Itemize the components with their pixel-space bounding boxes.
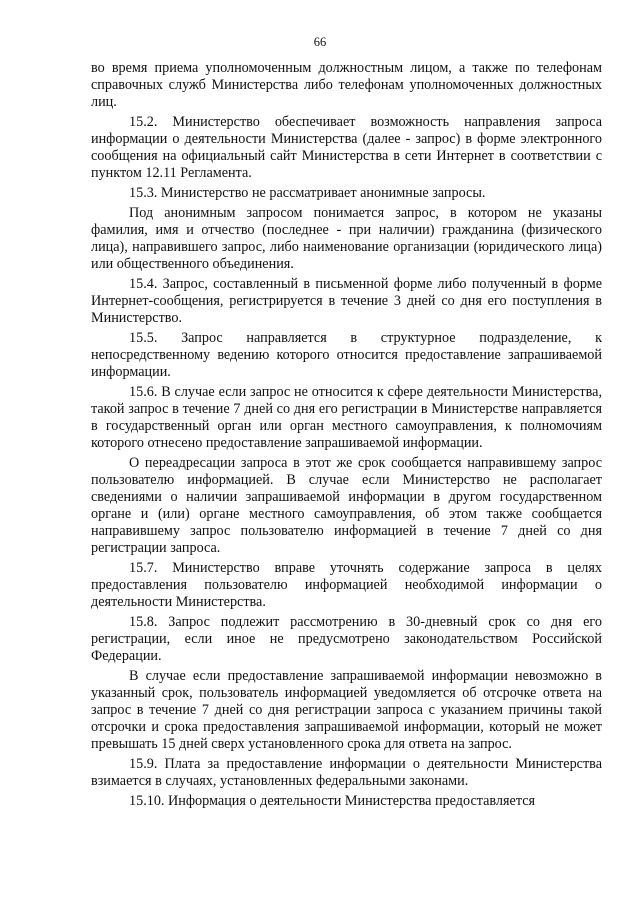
paragraph-15-6: 15.6. В случае если запрос не относится к сфере деятельности Министерства, такой запрос в течение 7 дней со дня его регистрации в Министерстве направляется в государственный орган или орган местного самоуправления, к полномочиям которого отнесено предоставление запрашиваемой информации.	[91, 384, 602, 451]
paragraph-15-4: 15.4. Запрос, составленный в письменной форме либо полученный в форме Интернет-сообщения, регистрируется в течение 3 дней со дня его поступления в Министерство.	[91, 276, 602, 326]
paragraph-deferral: В случае если предоставление запрашиваемой информации невозможно в указанный срок, пользователь информацией уведомляется об отсрочке ответа на запрос в течение 7 дней со дня регистрации запроса с указанием причины такой отсрочки и срока предоставления запрашиваемой информации, который не может превышать 15 дней сверх установленного срока для ответа на запрос.	[91, 668, 602, 752]
page-number: 66	[313, 35, 327, 49]
paragraph-redirect-notice: О переадресации запроса в этот же срок сообщается направившему запрос пользователю информацией. В случае если Министерство не располагает сведениями о наличии запрашиваемой информации в другом государственном органе и (или) органе местного самоуправления, об этом также сообщается направившему запрос пользователю информацией в течение 7 дней со дня регистрации запроса.	[91, 455, 602, 556]
paragraph-continuation: во время приема уполномоченным должностным лицом, а также по телефонам справочных служб Министерства либо телефонам уполномоченных должностных лиц.	[91, 60, 602, 110]
paragraph-15-10: 15.10. Информация о деятельности Министерства предоставляется	[129, 793, 536, 809]
paragraph-15-5: 15.5. Запрос направляется в структурное подразделение, к непосредственному ведению которого относится предоставление запрашиваемой информации.	[91, 330, 602, 380]
paragraph-15-7: 15.7. Министерство вправе уточнять содержание запроса в целях предоставления пользователю информацией необходимой информации о деятельности Министерства.	[91, 560, 602, 610]
document-body	[91, 60, 602, 813]
paragraph-15-2: 15.2. Министерство обеспечивает возможность направления запроса информации о деятельности Министерства (далее - запрос) в форме электронного сообщения на официальный сайт Министерства в сети Интернет в соответствии с пунктом 12.11 Регламента.	[91, 114, 602, 181]
paragraph-anonymous-definition: Под анонимным запросом понимается запрос, в котором не указаны фамилия, имя и отчество (последнее - при наличии) гражданина (физического лица), направившего запрос, либо наименование организации (юридического лица) или общественного объединения.	[91, 205, 602, 272]
paragraph-15-8: 15.8. Запрос подлежит рассмотрению в 30-дневный срок со дня его регистрации, если иное не предусмотрено законодательством Российской Федерации.	[91, 614, 602, 664]
paragraph-15-3: 15.3. Министерство не рассматривает анонимные запросы.	[129, 185, 486, 201]
paragraph-15-9: 15.9. Плата за предоставление информации о деятельности Министерства взимается в случаях, установленных федеральными законами.	[91, 756, 602, 789]
